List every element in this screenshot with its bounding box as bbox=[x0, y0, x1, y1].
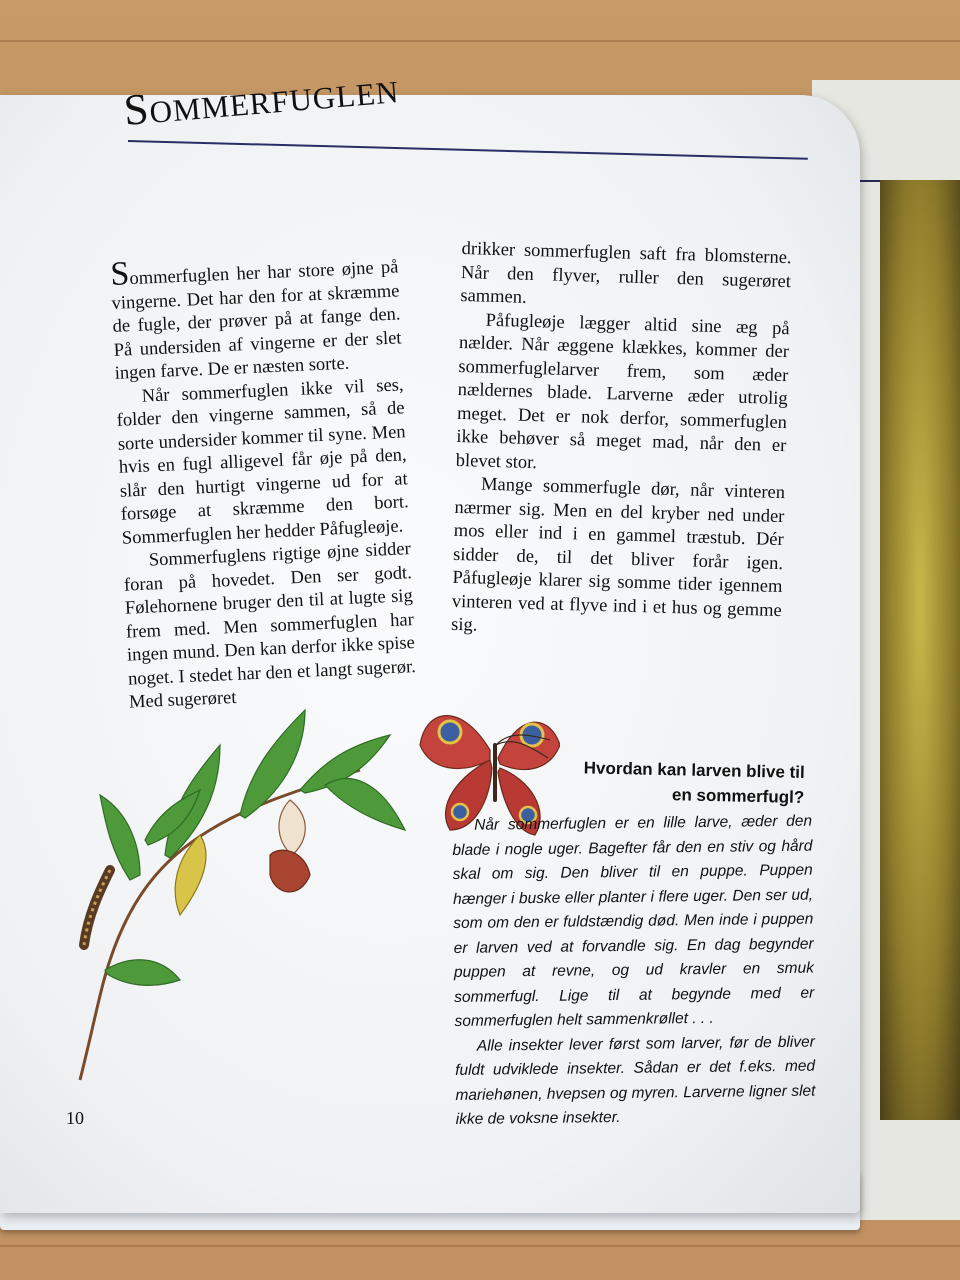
paragraph-text: ommerfuglen her har store øjne på vingerne. Det har den for at skræmme de fugle, der prøver på at fange den. På undersiden af vingerne er der slet ingen farve. De er næsten sorte. bbox=[111, 257, 402, 384]
question-heading: Hvordan kan larven blive til en sommerfugl? bbox=[583, 758, 805, 807]
emerging-butterfly bbox=[270, 800, 310, 892]
paragraph: Når sommerfuglen er en lille larve, æder den blade i nogle uger. Bagefter får den en stiv og hård skal om sig. Den bliver til en puppe. Puppen hænger i buske eller planter i flere uger. Den ser ud, som om den er fuldstændig død. Men inde i puppen er larven ved at forvandle sig. En dag begynder puppen at revne, og ud kravler en smuk sommerfugl. Lige til at begynde med er sommerfuglen helt sammenkrøllet . . . bbox=[452, 812, 815, 1030]
leaf bbox=[105, 960, 180, 986]
table-grain bbox=[0, 40, 960, 42]
caterpillar bbox=[84, 870, 110, 945]
paragraph: drikker sommerfuglen saft fra blomsterne. Når den flyver, ruller den sugerøret sammen. bbox=[460, 238, 792, 308]
page-title: Sommerfuglen bbox=[121, 63, 401, 136]
paragraph: Når sommerfuglen ikke vil ses, folder den vingerne sammen, så de sorte undersider kommer til syne. Men hvis en fugl alligevel får øje på den, slår den hurtigt vingerne ud for at forsøge at skræmme den bort. Sommerfuglen her hedder Påfugleøje. bbox=[116, 374, 410, 549]
leaves bbox=[100, 710, 405, 985]
wing-eyespot bbox=[439, 721, 461, 743]
table-grain bbox=[0, 1245, 960, 1247]
leaf bbox=[325, 779, 405, 830]
page-number: 10 bbox=[66, 1108, 84, 1128]
paragraph: Mange sommerfugle dør, når vinteren nærmer sig. Men en del kryber ned under mos eller ind i en gammel træstub. Dér sidder de, til det bliver forår igen. Påfugleøje klarer sig somme tider igennem vinteren ved at flyve ind i et hus og gemme sig. bbox=[450, 474, 786, 636]
leaf bbox=[240, 710, 305, 818]
paragraph: Sommerfuglens rigtige øjne sidder foran på hovedet. Den ser godt. Følehornene bruger den til at lugte sig frem med. Men sommerfuglen har ingen mund. Den kan derfor ikke spise noget. I stedet har den et langt sugerør. Med sugerøret bbox=[123, 539, 417, 713]
question-body bbox=[452, 810, 816, 1133]
paragraph: Alle insekter lever først som larver, før de bliver fuldt udviklede insekter. Sådan er det f.eks. med mariehønen, hvepsen og myren. Larverne ligner slet ikke de voksne insekter. bbox=[455, 1033, 816, 1128]
paragraph: Påfugleøje lægger altid sine æg på nælder. Når æggene klækkes, kommer der sommerfuglelarver frem, som æder nældernes blade. Larverne æder utrolig meget. Det er nok derfor, sommerfuglen ikke behøver så meget mad, når den er blevet stor. bbox=[455, 310, 790, 473]
paragraph bbox=[110, 252, 403, 386]
left-text-column bbox=[110, 252, 417, 715]
facing-page-photo bbox=[880, 180, 960, 1120]
drop-cap: S bbox=[109, 255, 131, 293]
right-text-column bbox=[451, 238, 792, 647]
